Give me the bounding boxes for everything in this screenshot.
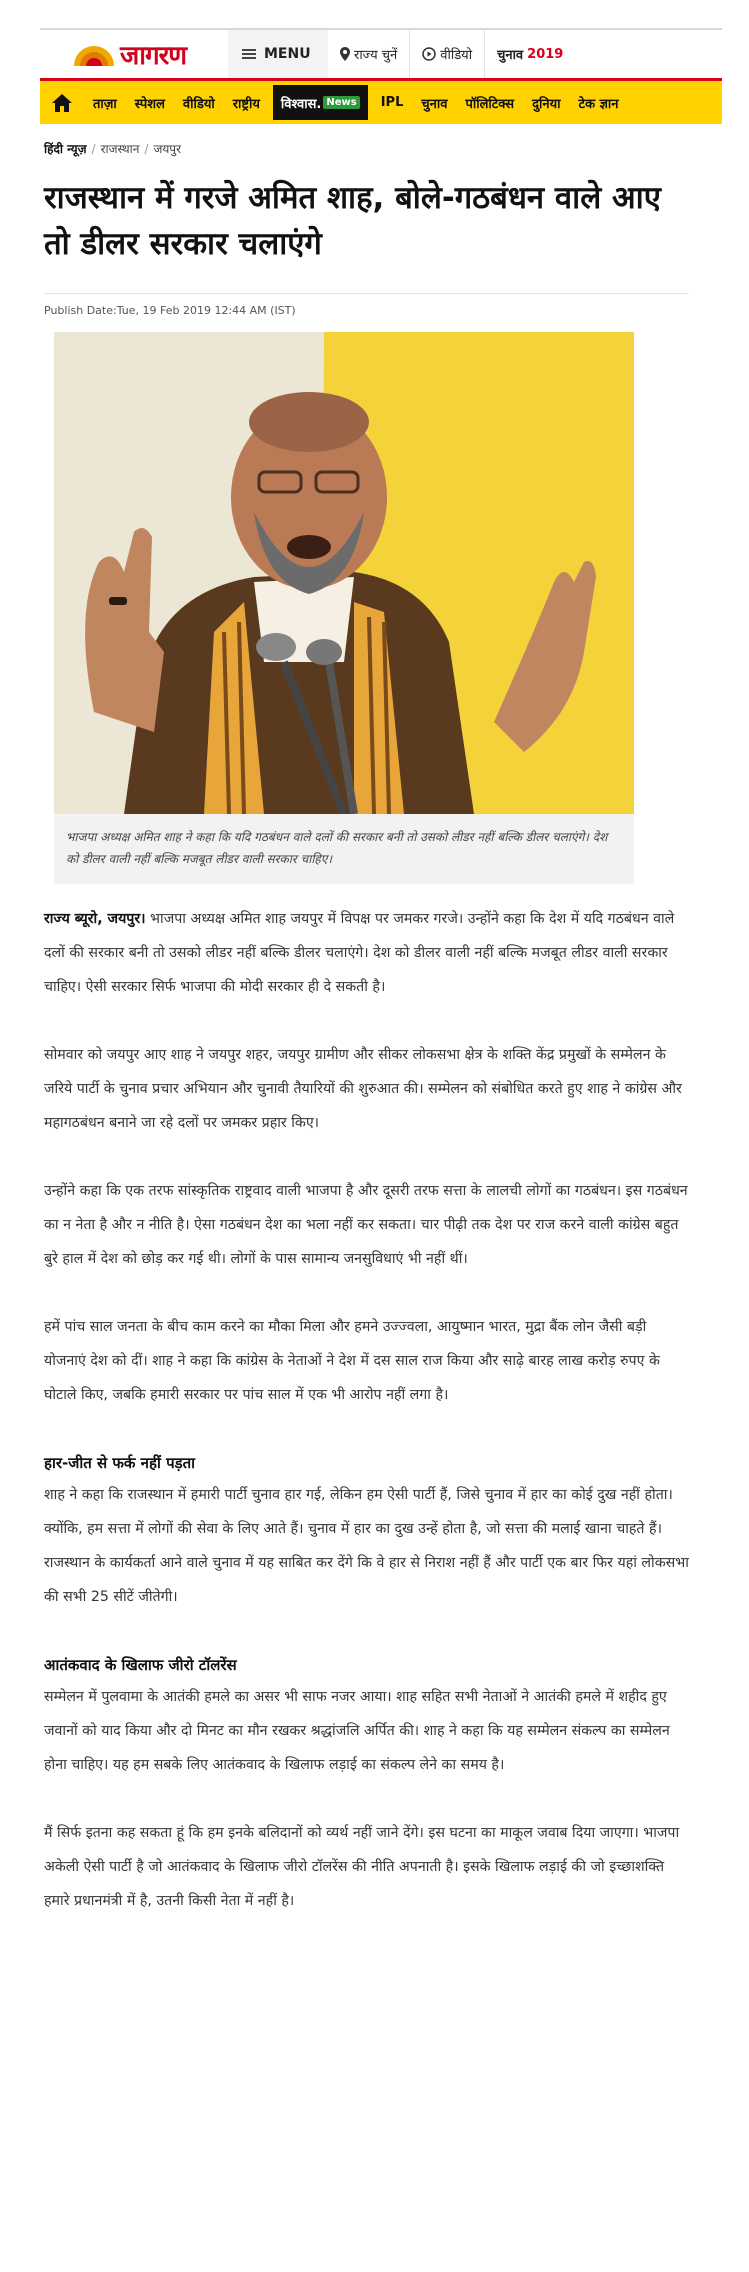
paragraph-text: भाजपा अध्यक्ष अमित शाह जयपुर में विपक्ष पर जमकर गरजे। उन्होंने कहा कि देश में यदि गठबंधन वाले दलों की सरकार बनी तो उसको लीडर नहीं बल्कि डीलर चलाएंगे। देश को डीलर वाली नहीं बल्कि मजबूत लीडर वाली सरकार चाहिए। ऐसी सरकार सिर्फ भाजपा की मोदी सरकार ही दे सकती है। [44,911,675,995]
nav-item-politics[interactable]: पॉलिटिक्स [465,96,515,112]
section-heading: हार-जीत से फर्क नहीं पड़ता [44,1454,196,1472]
dateline: राज्य ब्यूरो, जयपुर। [44,911,146,927]
article-paragraph [44,902,689,1004]
menu-button[interactable] [228,30,328,78]
breadcrumb-city[interactable]: जयपुर [153,142,182,156]
breadcrumb-separator: / [144,142,149,156]
nav-item-ipl[interactable]: IPL [380,95,404,110]
nav-item-video[interactable]: वीडियो [182,96,215,112]
site-header [40,28,722,78]
breadcrumb-separator: / [91,142,96,156]
page [0,28,749,1918]
article-body [44,902,689,1918]
logo-text: जागरण [120,41,187,71]
nav-item-world[interactable]: दुनिया [532,96,561,112]
sun-logo-icon [72,42,116,66]
election-year: 2019 [527,46,564,62]
article-paragraph: सोमवार को जयपुर आए शाह ने जयपुर शहर, जयपुर ग्रामीण और सीकर लोकसभा क्षेत्र के शक्ति केंद्र प्रमुखों के सम्मेलन के जरिये पार्टी के चुनाव प्रचार अभियान और चुनावी तैयारियों की शुरुआत की। सम्मेलन को संबोधित करते हुए शाह ने कांग्रेस और महागठबंधन बनाने जा रहे दलों पर जमकर प्रहार किए। [44,1047,682,1131]
home-nav-link[interactable] [40,94,84,112]
nav-item-election[interactable]: चुनाव [421,96,448,112]
jagran-logo[interactable] [40,30,228,78]
speaker-illustration [54,332,634,814]
article-headline: राजस्थान में गरजे अमित शाह, बोले-गठबंधन वाले आए तो डीलर सरकार चलाएंगे [44,180,661,262]
video-link[interactable] [410,30,485,78]
publish-date: Publish Date:Tue, 19 Feb 2019 12:44 AM (IST) [44,293,689,317]
menu-label: MENU [264,46,311,62]
news-tag: News [323,96,359,109]
election-link[interactable] [485,30,575,78]
article-paragraph: शाह ने कहा कि राजस्थान में हमारी पार्टी चुनाव हार गई, लेकिन हम ऐसी पार्टी हैं, जिसे चुनाव में हार का कोई दुख नहीं होता। क्योंकि, हम सत्ता में लोगों की सेवा के लिए आते हैं। चुनाव में हार का दुख उन्हें होता है, जो सत्ता की मलाई खाना चाहते हैं। राजस्थान के कार्यकर्ता आने वाले चुनाव में यह साबित कर देंगे कि वे हार से निराश नहीं हैं और पार्टी एक बार फिर यहां लोकसभा की सभी 25 सीटें जीतेगी। [44,1487,689,1605]
article-paragraph: उन्होंने कहा कि एक तरफ सांस्कृतिक राष्ट्रवाद वाली भाजपा है और दूसरी तरफ सत्ता के लालची लोगों का गठबंधन। इस गठबंधन का न नेता है और न नीति है। ऐसा गठबंधन देश का भला नहीं कर सकता। चार पीढ़ी तक देश पर राज करने वाली कांग्रेस बहुत बुरे हाल में देश को छोड़ कर गई थी। लोगों के पास सामान्य जनसुविधाएं भी नहीं थीं। [44,1183,688,1267]
state-select-label: राज्य चुनें [354,48,398,63]
image-caption: भाजपा अध्यक्ष अमित शाह ने कहा कि यदि गठबंधन वाले दलों की सरकार बनी तो उसको लीडर नहीं बल्कि डीलर चलाएंगे। देश को डीलर वाली नहीं बल्कि मजबूत लीडर वाली सरकार चाहिए। [54,814,634,884]
video-label: वीडियो [440,48,473,63]
article-paragraph: मैं सिर्फ इतना कह सकता हूं कि हम इनके बलिदानों को व्यर्थ नहीं जाने देंगे। इस घटना का माकूल जवाब दिया जाएगा। भाजपा अकेली ऐसी पार्टी है जो आतंकवाद के खिलाफ जीरो टॉलरेंस की नीति अपनाती है। इसके खिलाफ लड़ाई की जो इच्छाशक्ति हमारे प्रधानमंत्री में है, उतनी किसी नेता में नहीं है। [44,1825,680,1909]
home-icon [52,94,72,112]
article-hero-image [54,332,634,814]
nav-item-vishvas-news[interactable] [273,85,368,120]
section-heading: आतंकवाद के खिलाफ जीरो टॉलरेंस [44,1656,237,1674]
state-select-link[interactable] [328,30,410,78]
nav-item-taaza[interactable]: ताज़ा [93,96,117,112]
vishvas-label: विश्वास. [280,96,322,112]
breadcrumb [44,140,749,157]
article-paragraph: हमें पांच साल जनता के बीच काम करने का मौका मिला और हमने उज्ज्वला, आयुष्मान भारत, मुद्रा बैंक लोन जैसी बड़ी योजनाएं देश को दीं। शाह ने कहा कि कांग्रेस के नेताओं ने देश में दस साल राज किया और साढ़े बारह लाख करोड़ रुपए के घोटाले किए, जबकि हमारी सरकार पर पांच साल में एक भी आरोप नहीं लगा है। [44,1319,660,1403]
breadcrumb-home[interactable]: हिंदी न्यूज़ [44,142,87,156]
nav-item-tech[interactable]: टेक ज्ञान [578,96,619,112]
breadcrumb-state[interactable]: राजस्थान [100,142,140,156]
play-circle-icon [422,47,436,61]
article-paragraph: सम्मेलन में पुलवामा के आतंकी हमले का असर भी साफ नजर आया। शाह सहित सभी नेताओं ने आतंकी हमले में शहीद हुए जवानों को याद किया और दो मिनट का मौन रखकर श्रद्धांजलि अर्पित की। शाह ने कहा कि यह सम्मेलन संकल्प का सम्मेलन होना चाहिए। यह हम सबके लिए आतंकवाद के खिलाफ लड़ाई का संकल्प लेने का समय है। [44,1689,670,1773]
hamburger-icon [242,49,256,59]
nav-item-special[interactable]: स्पेशल [134,96,165,112]
main-nav [40,78,722,124]
location-pin-icon [340,47,350,61]
nav-item-national[interactable]: राष्ट्रीय [232,96,260,112]
election-label: चुनाव [497,48,524,63]
